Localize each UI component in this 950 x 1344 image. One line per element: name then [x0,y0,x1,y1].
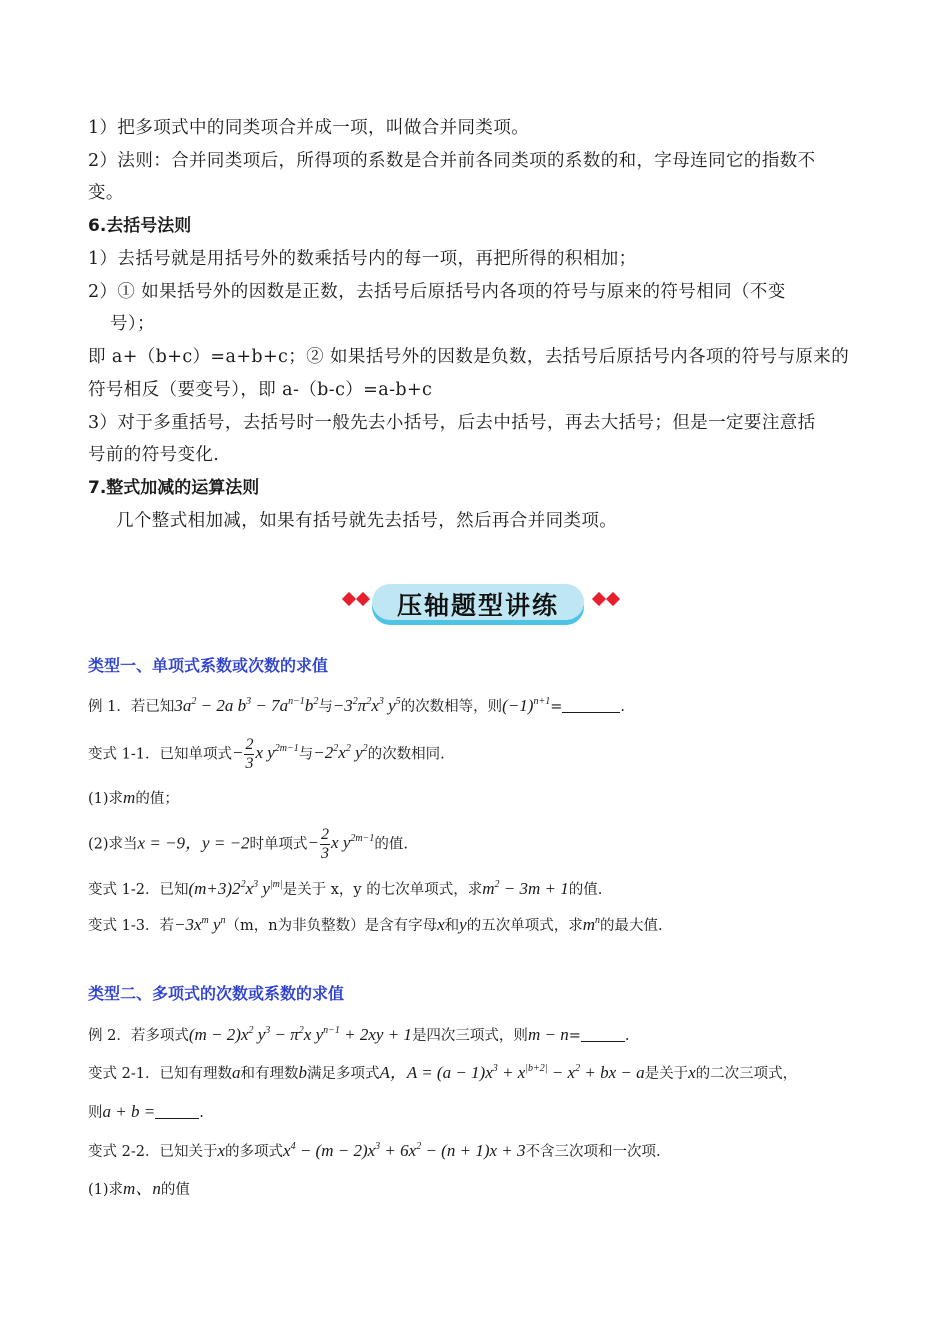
section-6-line-6: 3）对于多重括号，去括号时一般先去小括号，后去中括号，再去大括号；但是一定要注意括 [88,413,816,433]
answer-blank[interactable] [581,1027,625,1042]
formula: $(-1)^{n+1}$ [502,696,551,715]
variant-1-1-q2 [88,826,868,863]
text: 与 [318,699,333,715]
text: 时单项式 [249,836,308,853]
text: 与 [298,746,314,763]
formula: a + b = [102,1102,156,1121]
example-1: 例 1．若已知$3a^2 - 2a$ $b^3 - 7a^{n-1}b^2$与$-3^2\pi^2x^3$ $y^5$的次数相等，则$(-1)^{n+1}=$ . [88,696,625,715]
type-2-title: 类型二、多项式的次数或系数的求值 [88,984,345,1003]
variant-2-2-q1 [88,1178,868,1201]
formula: $(m+3)2^2x^3$ $y^{|m|}$ [188,879,283,898]
text: 的值. [568,882,603,898]
text: = [568,1028,581,1044]
section-7-heading: 7.整式加减的运算法则 [88,478,260,498]
diamond-icon [356,592,370,606]
formula: m [123,788,136,807]
text: 的次数相同. [367,746,445,763]
text: 是四次三项式，则 [411,1028,528,1044]
variant-label: 变式 2-1．已知有理数 [88,1066,232,1082]
text: 的次数相等，则 [400,699,503,715]
variant-label: 变式 1-2．已知 [88,882,189,898]
text: 和有理数 [240,1066,299,1082]
text: 的值. [374,836,408,853]
formula: x = −9，y = −2 [137,833,250,853]
text: (1)求 [88,1182,124,1198]
formula: m、n [123,1179,161,1198]
text: 和 [444,918,460,934]
section-6-line-7: 号前的符号变化. [88,445,220,465]
example-1-label: 例 1．若已知 [88,699,175,715]
formula: $-2^2x^2$ $y^2$ [313,743,368,763]
intro-line-1: 1）把多项式中的同类项合并成一项，叫做合并同类项。 [88,118,530,138]
text: 不含三次项和一次项. [525,1144,661,1160]
section-6-heading: 6.去括号法则 [88,216,192,236]
text: 的值； [135,791,179,807]
section-6-line-2: 2）① 如果括号外的因数是正数，去括号后原括号内各项的符号与原来的符号相同（不变 [88,282,786,302]
diamond-icon [592,592,606,606]
answer-blank[interactable] [155,1104,199,1119]
text: 的二次三项式， [695,1066,798,1082]
text: 的值 [160,1182,190,1198]
formula: $(m - 2)x^2$ $y^3 - \pi^2x$ $y^{n-1} + 2xy + 1$ [188,1025,412,1044]
diamond-icon [606,592,620,606]
text: （m，n为非负整数）是含有字母 [225,918,438,934]
formula: $-3x^m$ $y^n$ [173,915,226,934]
variant-2-1-line-2: 则a + b = . [88,1102,204,1121]
section-6-line-3: 号）； [110,314,155,334]
formula: $m^n$ [582,915,600,934]
text: 的五次单项式，求 [466,918,583,934]
formula: x [437,915,445,934]
formula: x [217,1141,226,1160]
variant-1-1-q1 [88,787,868,810]
text: 是关于 [644,1066,689,1082]
text: (1)求 [88,791,124,807]
text: 满足多项式 [306,1066,380,1082]
section-7-line-1: 几个整式相加减，如果有括号就先去括号，然后再合并同类项。 [116,511,618,531]
section-banner [338,580,618,626]
example-2: 例 2．若多项式$(m - 2)x^2$ $y^3 - \pi^2x$ $y^{n-1} + 2xy + 1$是四次三项式，则m − n= . [88,1025,630,1044]
section-6-line-5: 符号相反（要变号），即 a-（b-c）=a-b+c [88,380,433,400]
variant-label: 变式 2-2．已知关于 [88,1144,218,1160]
text: 则 [88,1105,103,1121]
formula: y [459,915,467,934]
variant-2-1 [88,1062,868,1085]
variant-1-3 [88,914,868,937]
formula: − $\frac{2}{3}$ x $y^{2m-1}$ [307,826,375,862]
variant-1-1 [88,736,868,773]
variant-1-2 [88,878,868,901]
formula: − $\frac{2}{3}$ x $y^{2m-1}$ [231,736,299,772]
text: 的多项式 [225,1144,284,1160]
variant-label: 变式 1-3．若 [88,918,174,934]
intro-line-2: 2）法则：合并同类项后，所得项的系数是合并前各同类项的系数的和，字母连同它的指数不 [88,151,816,171]
banner-title: 压轴题型讲练 [396,591,559,620]
variant-2-2 [88,1140,868,1163]
formula: $m^2 - 3m + 1$ [482,879,569,898]
formula: $x^4 - (m - 2)x^3 + 6x^2 - (n + 1)x + 3$ [283,1141,526,1160]
diamond-icon [342,592,356,606]
intro-line-3: 变。 [88,183,124,203]
variant-label: 变式 1-1．已知单项式 [88,746,232,763]
example-2-label: 例 2．若多项式 [88,1028,189,1044]
formula: m − n [527,1025,569,1044]
text: (2)求当 [88,836,138,853]
type-1-title: 类型一、单项式系数或次数的求值 [88,656,329,675]
formula: x [688,1063,696,1082]
section-6-line-1: 1）去括号就是用括号外的数乘括号内的每一项，再把所得的积相加； [88,249,637,269]
formula: A，$A = (a - 1)x^3 + x^{|b+2|} - x^2$ + bx − a [379,1063,645,1082]
text: 的最大值. [600,918,663,934]
text: = [550,699,563,715]
formula: b [298,1063,307,1082]
formula: $-3^2\pi^2x^3$ $y^5$ [332,696,401,715]
formula: $3a^2 - 2a$ $b^3 - 7a^{n-1}b^2$ [174,696,319,715]
formula: a [231,1063,241,1082]
section-6-line-4: 即 a+（b+c）=a+b+c；② 如果括号外的因数是负数，去括号后原括号内各项的符号与原来的 [88,347,850,367]
answer-blank[interactable] [562,698,620,713]
text: 是关于 x，y 的七次单项式，求 [282,882,483,898]
